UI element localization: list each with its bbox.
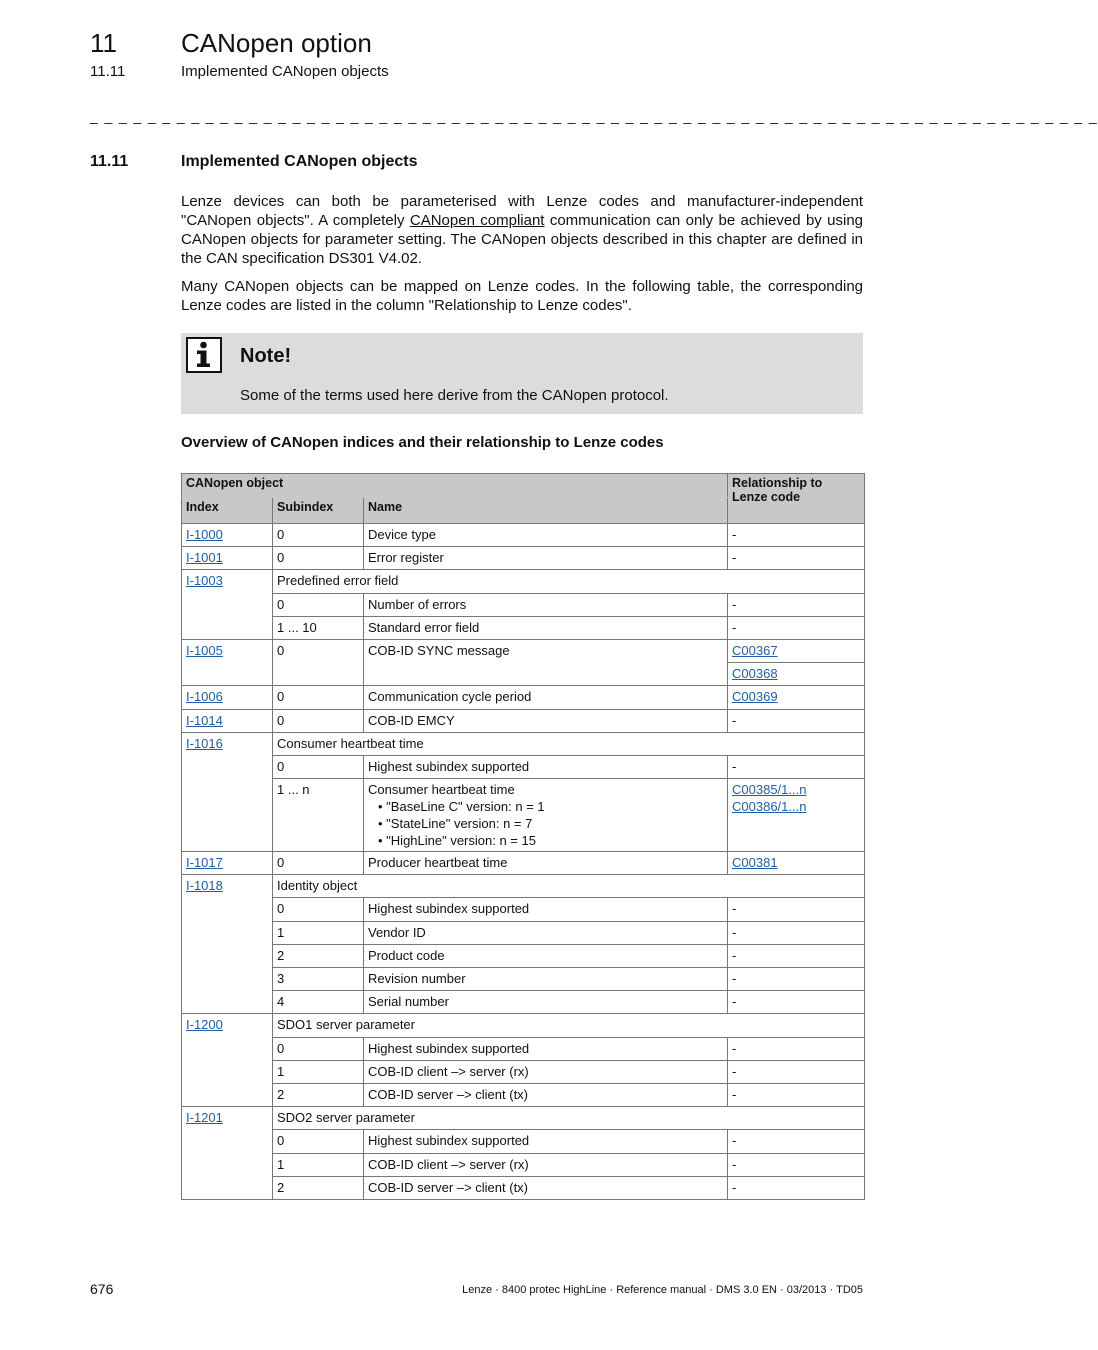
name-cell: COB-ID client –> server (rx)	[364, 1060, 728, 1083]
relationship-cell: -	[728, 898, 865, 921]
name-cell: Highest subindex supported	[364, 898, 728, 921]
index-cell[interactable]	[182, 639, 273, 685]
bullet-item: • "StateLine" version: n = 7	[378, 816, 533, 832]
subindex-cell: 0	[273, 639, 364, 685]
table-row	[182, 593, 865, 616]
name-cell: COB-ID server –> client (tx)	[364, 1083, 728, 1106]
relationship-cell[interactable]	[728, 852, 865, 875]
index-cell[interactable]	[182, 709, 273, 732]
name-cell: Standard error field	[364, 616, 728, 639]
table-row	[182, 1083, 865, 1106]
table-row	[182, 944, 865, 967]
group-name-cell: Identity object	[273, 875, 865, 898]
table-row	[182, 1014, 865, 1037]
index-link[interactable]: I-1201	[186, 1110, 223, 1126]
index-cell[interactable]	[182, 732, 273, 851]
subindex-cell: 0	[273, 1037, 364, 1060]
relationship-cell: -	[728, 616, 865, 639]
lenze-code-link[interactable]: C00369	[732, 689, 778, 705]
relationship-cell[interactable]	[728, 639, 865, 662]
subindex-cell: 0	[273, 852, 364, 875]
name-cell: Highest subindex supported	[364, 755, 728, 778]
column-header-name: Name	[364, 498, 728, 524]
table-row	[182, 686, 865, 709]
lenze-code-link[interactable]: C00381	[732, 855, 778, 871]
name-cell: Product code	[364, 944, 728, 967]
name-cell: COB-ID SYNC message	[364, 639, 728, 685]
name-cell: Serial number	[364, 991, 728, 1014]
table-row	[182, 852, 865, 875]
info-icon	[186, 337, 222, 373]
note-title: Note!	[240, 345, 292, 367]
relationship-cell: -	[728, 1083, 865, 1106]
index-cell[interactable]	[182, 547, 273, 570]
index-link[interactable]: I-1014	[186, 712, 223, 728]
relationship-cell: -	[728, 709, 865, 732]
subindex-cell: 0	[273, 1130, 364, 1153]
table-row	[182, 732, 865, 755]
subindex-cell: 0	[273, 524, 364, 547]
bullet-text: "StateLine" version: n = 7	[386, 816, 533, 832]
subindex-cell: 4	[273, 991, 364, 1014]
index-link[interactable]: I-1017	[186, 855, 223, 871]
index-cell[interactable]	[182, 686, 273, 709]
index-link[interactable]: I-1200	[186, 1017, 223, 1033]
chapter-title: CANopen option	[181, 28, 372, 58]
subindex-cell: 2	[273, 1176, 364, 1199]
relationship-cell: -	[728, 1153, 865, 1176]
relationship-cell: -	[728, 1060, 865, 1083]
relationship-cell: -	[728, 921, 865, 944]
table-row	[182, 921, 865, 944]
index-link[interactable]: I-1018	[186, 878, 223, 894]
subindex-cell: 1	[273, 921, 364, 944]
index-link[interactable]: I-1016	[186, 735, 223, 751]
header-divider: _ _ _ _ _ _ _ _ _ _ _ _ _ _ _ _ _ _ _ _ _ _ _ _ _ _ _ _ _ _ _ _ _ _ _ _ _ _ _ _ _ _ _ _ _ _ _ _ _ _ _ _ _ _ _ _ _ _ _ _ _ _ _ _ _ _ _ _ _ _	[90, 108, 1098, 124]
bullet-item: • "BaseLine C" version: n = 1	[378, 799, 545, 815]
relationship-cell: -	[728, 524, 865, 547]
table-row	[182, 1107, 865, 1130]
canopen-objects-table	[181, 473, 865, 1200]
relationship-cell: -	[728, 547, 865, 570]
name-text: Consumer heartbeat time	[368, 782, 515, 798]
table-row	[182, 524, 865, 547]
column-header-index: Index	[182, 498, 273, 524]
relationship-cell: -	[728, 593, 865, 616]
bullet-text: "BaseLine C" version: n = 1	[386, 799, 545, 815]
name-cell: COB-ID EMCY	[364, 709, 728, 732]
subindex-cell: 0	[273, 686, 364, 709]
lenze-code-link[interactable]: C00386/1...n	[732, 799, 807, 815]
lenze-code-link[interactable]: C00367	[732, 642, 778, 658]
note-box	[181, 333, 863, 414]
section-number: 11.11	[90, 153, 129, 170]
relationship-cell: -	[728, 1037, 865, 1060]
index-cell[interactable]	[182, 852, 273, 875]
table-row	[182, 1060, 865, 1083]
table-row	[182, 616, 865, 639]
name-cell: COB-ID server –> client (tx)	[364, 1176, 728, 1199]
name-cell: Number of errors	[364, 593, 728, 616]
relationship-cell: -	[728, 968, 865, 991]
relationship-cell[interactable]	[728, 779, 865, 852]
lenze-code-link[interactable]: C00385/1...n	[732, 782, 807, 798]
index-cell[interactable]	[182, 1014, 273, 1107]
index-cell[interactable]	[182, 524, 273, 547]
relationship-cell[interactable]	[728, 686, 865, 709]
relationship-cell: -	[728, 1176, 865, 1199]
table-row	[182, 755, 865, 778]
subindex-cell: 0	[273, 709, 364, 732]
name-cell: COB-ID client –> server (rx)	[364, 1153, 728, 1176]
column-header-relationship: Relationship to Lenze code	[728, 474, 865, 524]
index-cell[interactable]	[182, 570, 273, 640]
canopen-compliant-link[interactable]: CANopen compliant	[409, 212, 545, 229]
group-name-cell: Predefined error field	[273, 570, 865, 593]
subindex-cell: 0	[273, 898, 364, 921]
name-cell: Highest subindex supported	[364, 1130, 728, 1153]
table-row	[182, 968, 865, 991]
relationship-cell: -	[728, 944, 865, 967]
subindex-cell: 1 ... 10	[273, 616, 364, 639]
header-section-number: 11.11	[90, 63, 126, 80]
index-link[interactable]: I-1001	[186, 550, 223, 566]
table-row	[182, 547, 865, 570]
name-cell: Communication cycle period	[364, 686, 728, 709]
subindex-cell: 3	[273, 968, 364, 991]
mapping-paragraph: Many CANopen objects can be mapped on Lenze codes. In the following table, the corresponding Lenze codes are listed in the column "Relationship to Lenze codes".	[181, 278, 863, 314]
index-link[interactable]: I-1003	[186, 573, 223, 589]
bullet-text: "HighLine" version: n = 15	[386, 833, 536, 849]
table-row	[182, 779, 865, 852]
bullet-item: • "HighLine" version: n = 15	[378, 833, 536, 849]
name-cell: Producer heartbeat time	[364, 852, 728, 875]
intro-text-2: communication can only be achieved by using CANopen objects for parameter setting. The CANopen objects described in this chapter are defined in the CAN specification DS301 V4.02.	[181, 212, 864, 267]
table-row	[182, 1130, 865, 1153]
table-row	[182, 898, 865, 921]
subindex-cell: 0	[273, 755, 364, 778]
table-row	[182, 1176, 865, 1199]
name-cell: Highest subindex supported	[364, 1037, 728, 1060]
page-number: 676	[90, 1281, 114, 1297]
index-link[interactable]: I-1006	[186, 689, 223, 705]
subindex-cell: 2	[273, 944, 364, 967]
index-link[interactable]: I-1005	[186, 642, 223, 658]
index-link[interactable]: I-1000	[186, 527, 223, 542]
footer-text: Lenze · 8400 protec HighLine · Reference manual · DMS 3.0 EN · 03/2013 · TD05	[462, 1284, 863, 1296]
subindex-cell: 1	[273, 1153, 364, 1176]
table-row	[182, 570, 865, 593]
relationship-cell: -	[728, 755, 865, 778]
name-cell: Revision number	[364, 968, 728, 991]
column-header-subindex: Subindex	[273, 498, 364, 524]
relationship-cell: -	[728, 1130, 865, 1153]
table-row	[182, 1153, 865, 1176]
subindex-cell: 1	[273, 1060, 364, 1083]
group-name-cell: Consumer heartbeat time	[273, 732, 865, 755]
table-row	[182, 875, 865, 898]
subindex-cell: 1 ... n	[273, 779, 364, 852]
lenze-code-link[interactable]: C00368	[732, 666, 778, 682]
note-text: Some of the terms used here derive from the CANopen protocol.	[240, 387, 669, 404]
table-row	[182, 709, 865, 732]
header-section-title: Implemented CANopen objects	[181, 63, 389, 80]
group-name-cell: SDO1 server parameter	[273, 1014, 865, 1037]
name-cell: Error register	[364, 547, 728, 570]
name-cell	[364, 779, 728, 852]
section-title: Implemented CANopen objects	[181, 153, 418, 170]
name-cell: Device type	[364, 524, 728, 547]
subindex-cell: 0	[273, 593, 364, 616]
group-header: CANopen object	[182, 474, 728, 498]
intro-text-1: Lenze devices can both be parameterised with Lenze codes and manufacturer-independent "CANopen objects". A completely	[181, 193, 863, 229]
table-row	[182, 1037, 865, 1060]
table-heading: Overview of CANopen indices and their relationship to Lenze codes	[181, 434, 664, 451]
relationship-cell: -	[728, 991, 865, 1014]
name-cell: Vendor ID	[364, 921, 728, 944]
group-name-cell: SDO2 server parameter	[273, 1107, 865, 1130]
relationship-cell[interactable]	[728, 663, 865, 686]
chapter-number: 11	[90, 28, 117, 58]
subindex-cell: 0	[273, 547, 364, 570]
intro-paragraph	[181, 192, 863, 268]
table-row	[182, 639, 865, 662]
table-row	[182, 991, 865, 1014]
index-cell[interactable]	[182, 875, 273, 1014]
subindex-cell: 2	[273, 1083, 364, 1106]
index-cell[interactable]	[182, 1107, 273, 1200]
